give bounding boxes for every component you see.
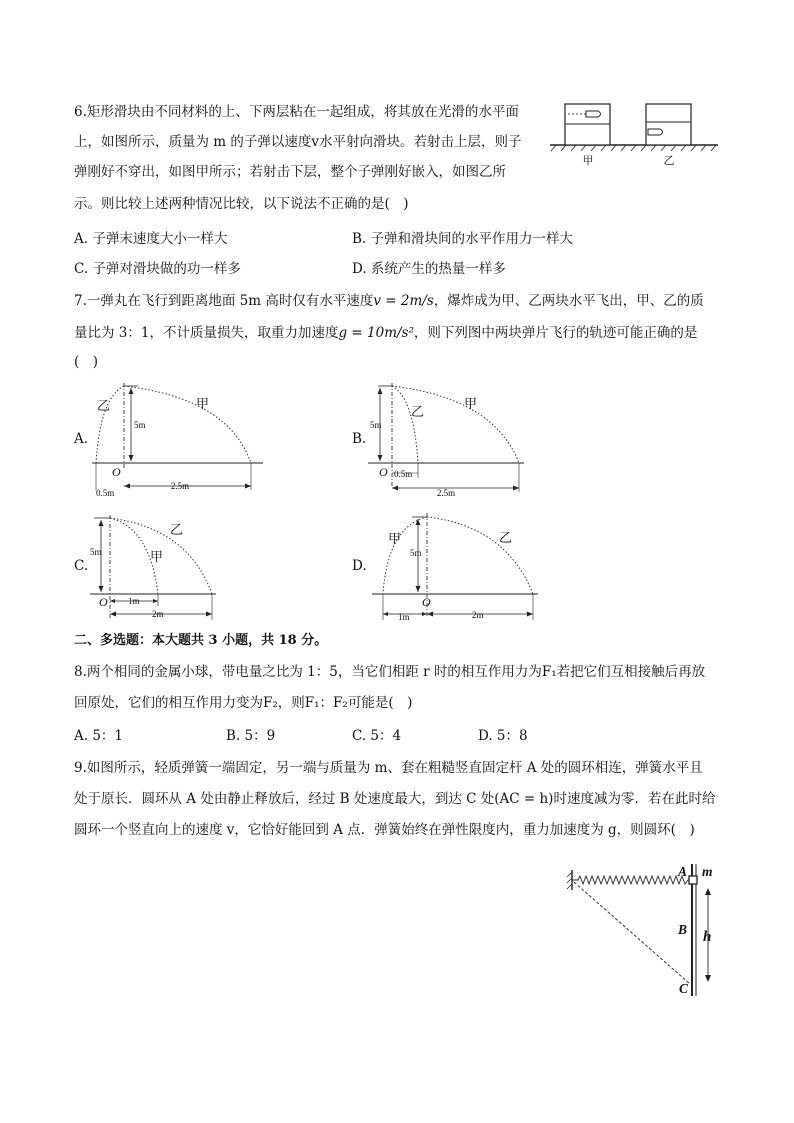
- q8-option-c: C. 5：4: [352, 728, 402, 744]
- q7-figb-label-left: 乙: [411, 404, 425, 419]
- q7-figure-b: [366, 378, 546, 500]
- q6-option-d: D. 系统产生的热量一样多: [352, 261, 506, 277]
- q7-figb-dist-right: 2.5m: [436, 488, 456, 498]
- q7-line2-pre: 量比为 3：1，不计质量损失，取重力加速度: [74, 325, 339, 341]
- q7-figa-dist-left: 0.5m: [96, 488, 115, 498]
- q9-line-3: 圆环一个竖直向上的速度 v，它恰好能回到 A 点．弹簧始终在弹性限度内，重力加速度为 g，则圆环( ): [74, 822, 695, 838]
- q7-figd-origin: O: [422, 595, 431, 609]
- q7-option-b-letter: B.: [352, 431, 367, 447]
- q7-figure-a: [88, 378, 268, 498]
- q6-option-c: C. 子弹对滑块做的功一样多: [74, 261, 241, 277]
- q7-option-a-letter: A.: [74, 431, 89, 447]
- q7-velocity-eq: v = 2m/s: [373, 293, 434, 309]
- q8-option-a: A. 5：1: [74, 728, 124, 744]
- q7-figc-dist-inner: 1m: [128, 596, 140, 606]
- q7-option-d-letter: D.: [352, 558, 367, 574]
- q7-figa-origin: O: [112, 465, 121, 479]
- q8-line-2: 回原处，它们的相互作用力变为F₂，则F₁：F₂可能是( ): [74, 695, 413, 711]
- q9-figure-label-m: m: [702, 864, 713, 879]
- q7-line-1: [74, 292, 704, 310]
- q9-figure: [562, 860, 732, 1000]
- q7-figd-dist-right: 2m: [472, 610, 484, 620]
- q7-option-c-letter: C.: [74, 558, 89, 574]
- q7-figa-label-right: 甲: [196, 396, 210, 411]
- q9-figure-label-c: C: [679, 981, 689, 996]
- q8-line-1: 8.两个相同的金属小球，带电量之比为 1：5，当它们相距 r 时的相互作用力为F₁若把它们互相接触后再放: [74, 664, 706, 680]
- q7-line-2: [74, 324, 697, 342]
- q9-line-2: 处于原长．圆环从 A 处由静止释放后，经过 B 处速度最大，到达 C 处(AC = h)时速度减为零．若在此时给: [74, 791, 716, 807]
- q7-figc-dist-outer: 2m: [152, 609, 164, 619]
- q7-line-3: ( ): [74, 354, 99, 370]
- q7-figc-height: 5m: [90, 547, 102, 557]
- q7-figc-label-outer: 乙: [170, 522, 184, 537]
- q7-figc-origin: O: [99, 595, 108, 609]
- q7-gravity-eq: g = 10m/s²: [338, 325, 414, 341]
- q8-option-d: D. 5：8: [478, 728, 528, 744]
- q9-figure-label-a: A: [678, 864, 688, 879]
- q7-figb-label-right: 甲: [464, 396, 478, 411]
- q7-figb-origin: O: [379, 465, 388, 479]
- q6-line-2: 上，如图所示，质量为 m 的子弹以速度v水平射向滑块。若射击上层，则子: [74, 134, 522, 150]
- q6-figure-label-jia: 甲: [582, 155, 594, 167]
- q9-figure-label-b: B: [678, 922, 688, 937]
- q7-line1-mid: ，爆炸成为甲、乙两块水平飞出，甲、乙的质: [433, 293, 704, 309]
- q7-figa-dist-right: 2.5m: [170, 481, 190, 491]
- q7-figd-dist-left: 1m: [398, 612, 410, 622]
- q6-option-b: B. 子弹和滑块间的水平作用力一样大: [352, 231, 574, 247]
- q7-figd-height: 5m: [410, 548, 422, 558]
- q7-line2-post: ，则下列图中两块弹片飞行的轨迹可能正确的是: [413, 325, 698, 341]
- q8-option-b: B. 5：9: [226, 728, 276, 744]
- q7-figd-label-right: 乙: [499, 530, 513, 545]
- q7-figure-c: [88, 510, 228, 624]
- q7-figb-dist-left: 0.5m: [394, 469, 413, 479]
- q6-line-4: 示。则比较上述两种情况比较，以下说法不正确的是( ): [74, 196, 409, 212]
- q7-figure-d: [366, 508, 546, 626]
- q6-figure-label-yi: 乙: [663, 155, 675, 167]
- q7-figd-label-left: 甲: [388, 531, 402, 546]
- q6-line-3: 弹刚好不穿出，如图甲所示；若射击下层，整个子弹刚好嵌入，如图乙所: [74, 164, 506, 180]
- q6-line-1: 6.矩形滑块由不同材料的上、下两层粘在一起组成，将其放在光滑的水平面: [74, 104, 519, 120]
- q9-line-1: 9.如图所示，轻质弹簧一端固定，另一端与质量为 m、套在粗糙竖直固定杆 A 处的圆环相连，弹簧水平且: [74, 760, 703, 776]
- q7-line1-pre: 7.一弹丸在飞行到距离地面 5m 高时仅有水平速度: [74, 293, 374, 309]
- q7-figa-height: 5m: [134, 420, 146, 430]
- q7-figb-height: 5m: [370, 420, 382, 430]
- q7-figc-label-inner: 甲: [150, 549, 164, 564]
- q6-figure: [548, 98, 720, 168]
- q6-option-a: A. 子弹末速度大小一样大: [74, 231, 228, 247]
- q9-figure-label-h: h: [703, 929, 712, 945]
- section-2-title: 二、多选题：本大题共 3 小题，共 18 分。: [74, 633, 328, 648]
- q7-figa-label-left: 乙: [97, 398, 111, 413]
